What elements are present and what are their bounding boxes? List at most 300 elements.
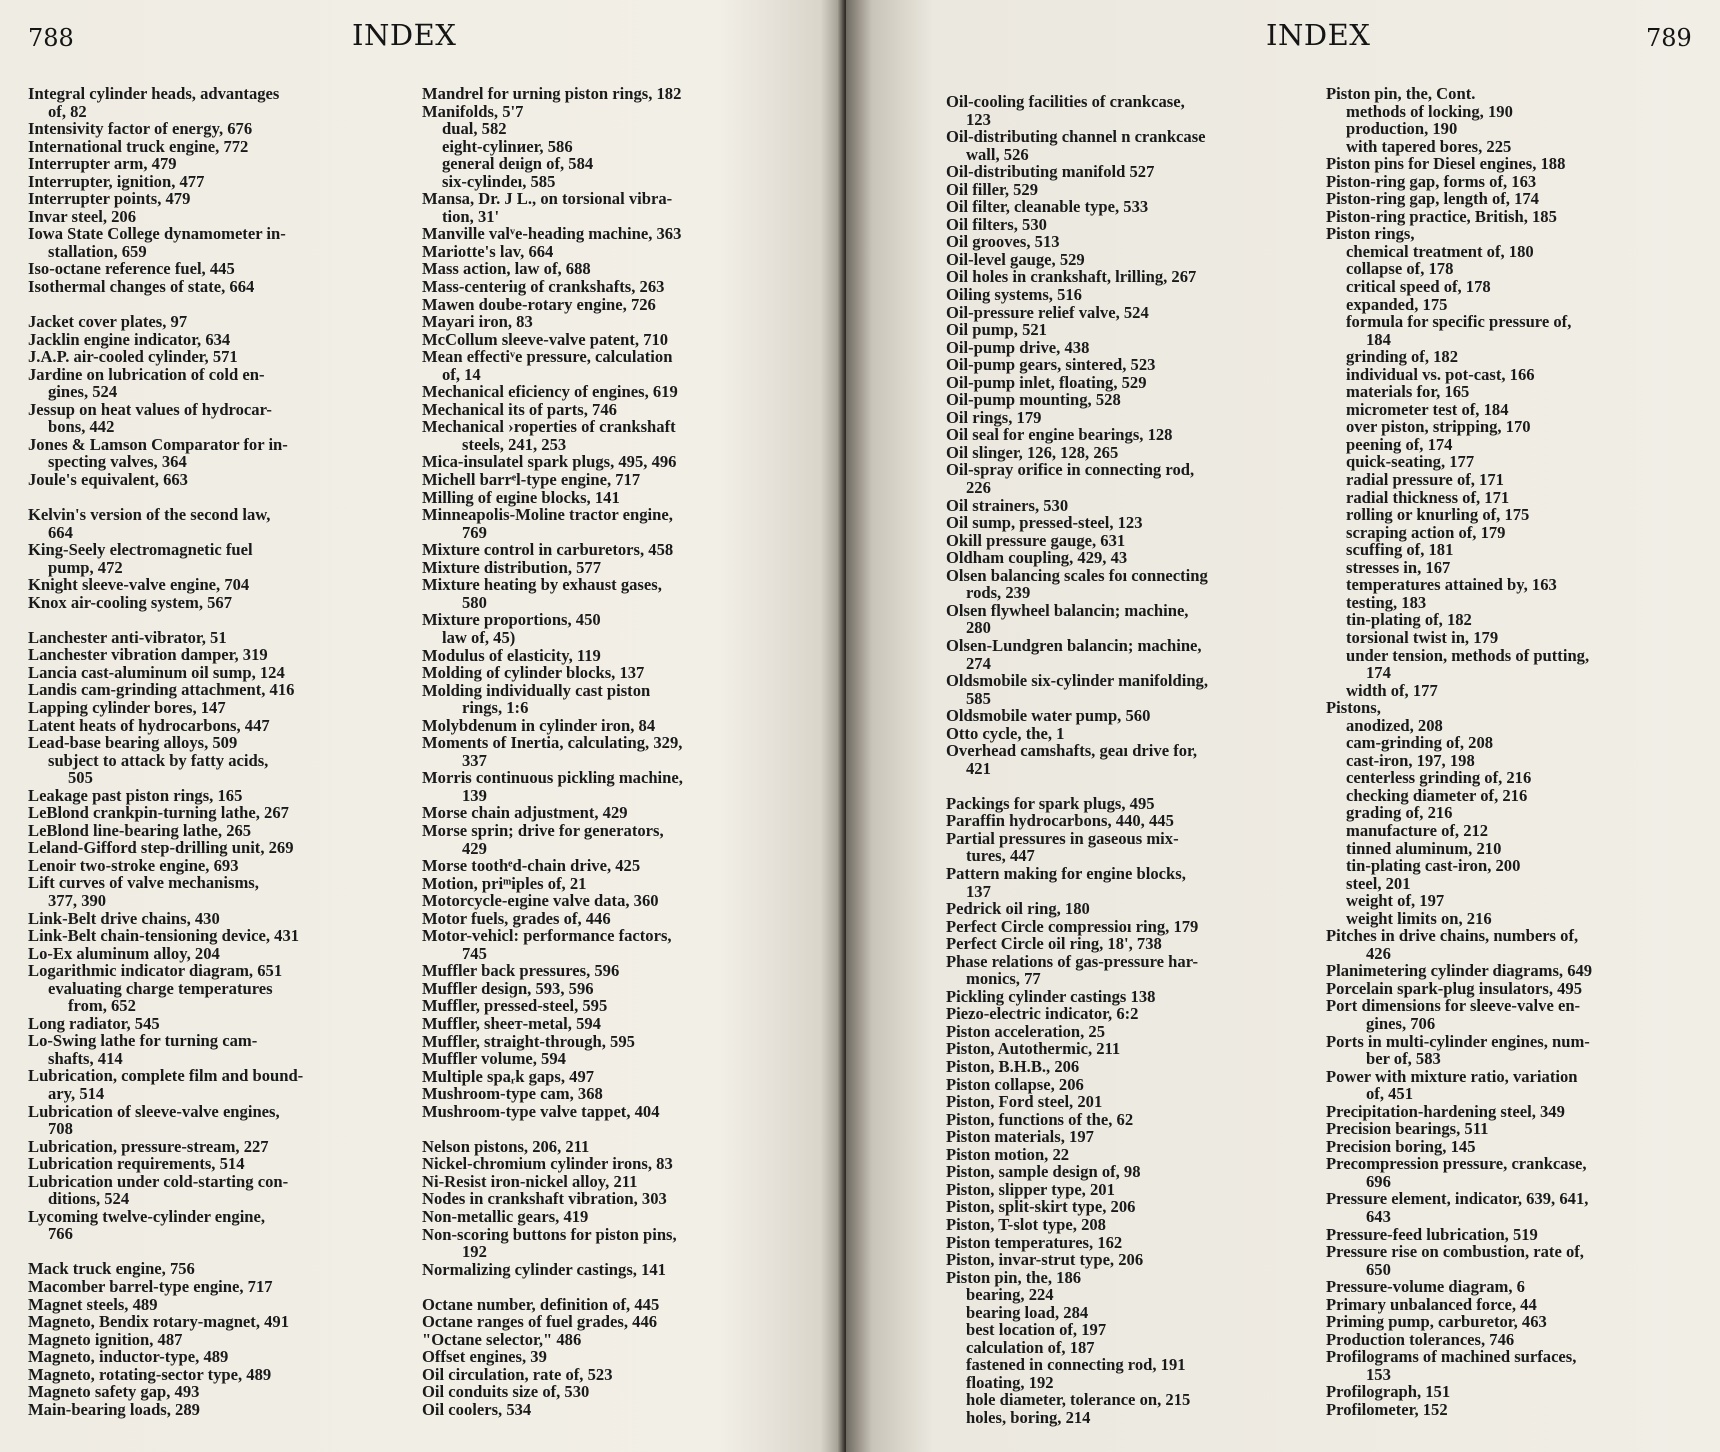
index-entry: Lift curves of valve mechanisms, (28, 873, 259, 893)
index-entry: Morse sprin; drive for generators, (422, 820, 664, 840)
index-subentry: bearing, 224 (966, 1285, 1054, 1305)
index-subentry: cast-iron, 197, 198 (1346, 750, 1475, 770)
index-subentry: critical speed of, 178 (1346, 277, 1491, 297)
index-entry: Olsen balancing scales foı connecting (946, 565, 1208, 585)
index-entry: Landis cam-grinding attachment, 416 (28, 680, 295, 700)
index-entry: Oil pump, 521 (946, 320, 1047, 340)
index-subentry: stresses in, 167 (1346, 557, 1451, 577)
index-entry: Lubrication, complete film and bound- (28, 1066, 304, 1086)
index-entry: Morse chain adjustment, 429 (422, 803, 628, 823)
index-subentry: quick-seating, 177 (1346, 452, 1475, 472)
index-subentry: pump, 472 (48, 557, 123, 577)
index-subentry: 137 (966, 881, 991, 901)
index-entry: LeBlond crankpin-turning lathe, 267 (28, 803, 289, 823)
index-subentry: 184 (1366, 329, 1391, 349)
index-entry: Offset engines, 39 (422, 1347, 547, 1367)
index-entry: Mawen doube-rotary engine, 726 (422, 294, 656, 314)
index-subentry: 769 (462, 522, 487, 542)
index-entry: Morris continuous pickling machine, (422, 768, 683, 788)
index-subentry: methods of locking, 190 (1346, 101, 1513, 121)
right-page-number: 789 (1646, 24, 1692, 52)
index-entry: Manville valᵛe-heading machine, 363 (422, 224, 682, 244)
index-subentry: fastened in connecting rod, 191 (966, 1355, 1186, 1375)
index-entry: Lenoir two-stroke engine, 693 (28, 855, 239, 875)
index-entry: Overhead camshafts, geaı drive for, (946, 741, 1198, 761)
index-entry: Jardine on lubrication of cold en- (28, 364, 265, 384)
index-entry: Piston, Autothermic, 211 (946, 1039, 1121, 1059)
index-entry: Porcelain spark-plug insulators, 495 (1326, 978, 1583, 998)
index-subentry: manufacture of, 212 (1346, 820, 1489, 840)
index-entry: Piston, B.H.B., 206 (946, 1057, 1080, 1077)
index-subentry: weight of, 197 (1346, 891, 1445, 911)
index-subentry: eight-cylinᴎer, 586 (442, 136, 573, 156)
index-entry: Magneto, rotating-sector type, 489 (28, 1364, 272, 1384)
index-entry: Non-metallic gears, 419 (422, 1206, 589, 1226)
index-entry: Manifolds, 5'7 (422, 101, 524, 121)
index-subentry: hole diameter, tolerance on, 215 (966, 1390, 1191, 1410)
index-entry: Oil-pump gears, sintered, 523 (946, 355, 1156, 375)
index-entry: "Octane selector," 486 (422, 1329, 582, 1349)
index-entry: Oil slinger, 126, 128, 265 (946, 442, 1119, 462)
index-entry: Priming pump, carburetor, 463 (1326, 1312, 1547, 1332)
index-entry: Oldsmobile six-cylinder manifolding, (946, 671, 1208, 691)
index-subentry: holes, boring, 214 (966, 1407, 1091, 1427)
index-entry: Motor fuels, grades of, 446 (422, 908, 611, 928)
index-entry: Joule's equivalent, 663 (28, 469, 188, 489)
index-entry: Long radiator, 545 (28, 1013, 160, 1033)
index-entry: Precision boring, 145 (1326, 1136, 1476, 1156)
right-page (846, 0, 1720, 1452)
index-entry: Normalizing cylinder castings, 141 (422, 1259, 666, 1279)
index-subentry: over piston, stripping, 170 (1346, 417, 1531, 437)
index-entry: Partial pressures in gaseous mix- (946, 828, 1179, 848)
index-entry: Lapping cylinder bores, 147 (28, 698, 226, 717)
index-entry: Oil sump, pressed-steel, 123 (946, 513, 1143, 533)
index-entry: Mixture control in carburetors, 458 (422, 540, 674, 560)
index-entry: Iowa State College dynamometer in- (28, 224, 286, 244)
index-entry: Piston-ring gap, forms of, 163 (1326, 171, 1537, 191)
index-entry: Piston motion, 22 (946, 1144, 1070, 1164)
index-subentry: bons, 442 (48, 417, 115, 437)
index-subentry: individual vs. pot-cast, 166 (1346, 364, 1535, 384)
index-entry: Precision bearings, 511 (1326, 1119, 1489, 1139)
index-entry: Lubrication of sleeve-valve engines, (28, 1101, 280, 1121)
index-entry: Oil-distributing channel n crankcase (946, 127, 1206, 147)
index-subentry: 426 (1366, 943, 1391, 963)
index-entry: Michell barrᵉl-type engine, 717 (422, 470, 641, 490)
index-subentry: micrometer test of, 184 (1346, 399, 1509, 419)
index-entry: Latent heats of hydrocarbons, 447 (28, 715, 270, 735)
index-subentry: radial thickness of, 171 (1346, 487, 1510, 507)
index-subentry: tin-plating cast-iron, 200 (1346, 856, 1521, 876)
index-entry: Kelvin's version of the second law, (28, 505, 271, 525)
index-entry: Iso-octane reference fuel, 445 (28, 259, 235, 279)
index-entry: Mansa, Dr. J L., on torsional vibra- (422, 189, 673, 209)
index-entry: Pistons, (1326, 698, 1381, 718)
index-entry: Nodes in crankshaft vibration, 303 (422, 1189, 667, 1209)
index-entry: Otto cycle, the, 1 (946, 723, 1065, 743)
index-entry: J.A.P. air-cooled cylinder, 571 (28, 347, 238, 367)
index-subentry: floating, 192 (966, 1372, 1054, 1392)
index-entry: Oil-pump inlet, floating, 529 (946, 372, 1147, 392)
index-entry: Intensivity factor of energy, 676 (28, 119, 253, 139)
index-entry: Magneto, Bendix rotary-magnet, 491 (28, 1312, 290, 1332)
index-entry: Mean effectiᵛe pressure, calculation (422, 347, 673, 367)
index-subentry: from, 652 (68, 996, 136, 1016)
index-subentry: calculation of, 187 (966, 1337, 1095, 1357)
index-entry: Mushroom-type valve tappet, 404 (422, 1101, 660, 1121)
index-entry: Oil seal for engine bearings, 128 (946, 425, 1173, 445)
left-page-number: 788 (28, 24, 74, 52)
index-entry: Oil-cooling facilities of crankcase, (946, 92, 1185, 111)
index-entry: Port dimensions for sleeve-valve en- (1326, 996, 1581, 1016)
index-entry: Planimetering cylinder diagrams, 649 (1326, 961, 1593, 981)
index-subentry: of, 451 (1366, 1084, 1414, 1104)
index-entry: Lubrication under cold-starting con- (28, 1171, 289, 1191)
index-entry: Oil filters, 530 (946, 214, 1047, 234)
left-running-head: INDEX (352, 18, 457, 52)
index-subentry: rolling or knurling of, 175 (1346, 505, 1530, 525)
index-entry: Muffler, straight-through, 595 (422, 1031, 635, 1051)
index-subentry: 505 (68, 768, 93, 788)
index-entry: Non-scoring buttons for piston pins, (422, 1224, 677, 1244)
index-entry: Knox air-cooling system, 567 (28, 592, 233, 612)
index-entry: Production tolerances, 746 (1326, 1329, 1515, 1349)
index-subentry: peening of, 174 (1346, 434, 1453, 454)
index-entry: Moments of Inertia, calculating, 329, (422, 733, 683, 753)
index-entry: Piston materials, 197 (946, 1127, 1094, 1147)
index-entry: Muffler back pressures, 596 (422, 961, 620, 981)
index-subentry: 153 (1366, 1364, 1391, 1384)
index-entry: Mass-centeriıg of crankshafts, 263 (422, 277, 665, 297)
left-page-column-1 (28, 85, 390, 1418)
index-entry: Oil-pump mounting, 528 (946, 390, 1121, 410)
index-entry: Oil-level gauge, 529 (946, 249, 1085, 269)
index-entry: Mechanical ›roperties of crankshaft (422, 417, 676, 437)
index-subentry: 650 (1366, 1259, 1391, 1279)
index-subentry: 643 (1366, 1207, 1391, 1226)
index-entry: Lycoming twelve-cylinder engine, (28, 1206, 266, 1226)
index-subentry: 664 (48, 522, 73, 542)
index-entry: Primary unbalanced force, 44 (1326, 1294, 1537, 1314)
index-entry: Pattern making for engine blocks, (946, 864, 1186, 884)
index-entry: Piston temperatures, 162 (946, 1232, 1123, 1252)
index-entry: Packings for spark plugs, 495 (946, 793, 1155, 813)
index-subentry: 580 (462, 592, 487, 612)
index-entry: Main-bearing loads, 289 (28, 1399, 200, 1419)
index-subentry: rings, 1:6 (462, 698, 529, 718)
index-entry: Ports in multi-cylinder engines, num- (1326, 1031, 1590, 1051)
index-subentry: 766 (48, 1224, 73, 1244)
index-entry: Magneto ignition, 487 (28, 1329, 183, 1349)
index-subentry: 226 (966, 478, 991, 498)
right-running-head: INDEX (1266, 18, 1371, 52)
index-entry: Mixture heating by exhaust gases, (422, 575, 662, 595)
index-entry: Oil conduits size of, 530 (422, 1382, 590, 1402)
index-entry: Jessup on heat values of hydrocar- (28, 399, 272, 419)
index-subentry: law of, 45) (442, 627, 516, 647)
index-entry: Mandrel for urning piston rings, 182 (422, 84, 682, 103)
index-entry: King-Seely electromagnetic fuel (28, 540, 253, 560)
index-subentry: 337 (462, 750, 487, 770)
index-subentry: 123 (966, 109, 991, 129)
index-subentry: rods, 239 (966, 583, 1031, 603)
index-subentry: scuffing of, 181 (1346, 540, 1454, 560)
index-subentry: ary, 514 (48, 1084, 105, 1104)
index-entry: Jacklin engine indicator, 634 (28, 329, 231, 349)
index-entry: Oil rings, 179 (946, 407, 1042, 427)
index-entry: Piezo-electric indicator, 6:2 (946, 1004, 1139, 1024)
index-entry: Lanchester anti-vibrator, 51 (28, 627, 227, 647)
index-subentry: bearing load, 284 (966, 1302, 1089, 1322)
index-subentry: shafts, 414 (48, 1048, 123, 1068)
index-subentry: wall, 526 (966, 144, 1029, 164)
index-entry: Mushroom-type cam, 368 (422, 1084, 603, 1104)
index-subentry: 192 (462, 1242, 487, 1262)
index-subentry: dual, 582 (442, 119, 507, 139)
index-entry: Interrupter, ignition, 477 (28, 171, 205, 191)
index-subentry: specting valves, 364 (48, 452, 187, 472)
index-entry: Oil strainers, 530 (946, 495, 1069, 515)
index-entry: Isothermal changes of state, 664 (28, 277, 255, 297)
index-subentry: steels, 241, 253 (462, 434, 567, 454)
index-entry: Oil-spray orifice in connecting rod, (946, 460, 1195, 480)
index-subentry: of, 82 (48, 101, 87, 121)
index-entry: Oil filler, 529 (946, 179, 1039, 199)
index-entry: Perfect Circle oil ring, 18', 738 (946, 934, 1162, 954)
index-entry: Mechanical its of parts, 746 (422, 399, 617, 419)
index-subentry: evaluating charge temperatures (48, 978, 273, 998)
index-entry: Mayari iron, 83 (422, 312, 533, 332)
index-subentry: production, 190 (1346, 119, 1458, 139)
index-entry: McCollum sleeve-valve patent, 710 (422, 329, 669, 349)
index-subentry: 139 (462, 785, 487, 805)
left-page (0, 0, 846, 1452)
index-entry: Nickel-chromium cylinder irons, 83 (422, 1154, 673, 1174)
index-entry: Morse toothᵉd-chain drive, 425 (422, 856, 641, 876)
index-entry: Oldsmobile water pump, 560 (946, 706, 1151, 726)
index-subentry: 280 (966, 618, 991, 638)
index-entry: Piston rings, (1326, 224, 1415, 244)
index-subentry: tin-plating of, 182 (1346, 610, 1472, 630)
index-subentry: 696 (1366, 1171, 1391, 1191)
index-subentry: centerless grinding of, 216 (1346, 768, 1532, 788)
index-subentry: anodized, 208 (1346, 715, 1443, 735)
index-entry: Power with mixture ratio, variation (1326, 1066, 1578, 1086)
index-entry: Link-Belt chain-tensioning device, 431 (28, 926, 300, 946)
index-entry: Lo-Swing lathe for turning cam- (28, 1031, 258, 1051)
index-subentry: gines, 706 (1366, 1013, 1436, 1033)
index-entry: Modulus of elasticity, 119 (422, 645, 601, 665)
index-entry: Interrupter points, 479 (28, 189, 191, 209)
index-entry: Integral cylinder heads, advantages (28, 84, 280, 103)
index-entry: Muffler, sheeᴛ-metal, 594 (422, 1013, 601, 1033)
index-entry: Ni-Resist iron-nickel alloy, 211 (422, 1171, 638, 1191)
index-entry: Molybdenum in cylinder iron, 84 (422, 715, 656, 735)
index-subentry: collapse of, 178 (1346, 259, 1454, 279)
index-entry: Pitches in drive chains, numbers of, (1326, 926, 1579, 946)
index-entry: Piston, slipper type, 201 (946, 1179, 1115, 1199)
index-entry: Minneapolis-Moline tractor engine, (422, 505, 673, 525)
index-subentry: stallation, 659 (48, 241, 147, 261)
index-entry: Lancia cast-aluminum oil sump, 124 (28, 662, 285, 682)
index-entry: Piston-ring practice, British, 185 (1326, 206, 1557, 226)
index-entry: Magnet steels, 489 (28, 1294, 158, 1314)
index-entry: Mica-insulatel spark plugs, 495, 496 (422, 452, 677, 472)
left-page-column-2 (422, 85, 780, 1418)
index-entry: Magneto, inductor-type, 489 (28, 1347, 229, 1367)
index-entry: Piston pin, the, Cont. (1326, 84, 1476, 103)
index-entry: Piston pins for Diesel engines, 188 (1326, 154, 1566, 174)
index-entry: Nelson pistons, 206, 211 (422, 1136, 590, 1156)
index-subentry: checking diameter of, 216 (1346, 785, 1528, 805)
index-subentry: expanded, 175 (1346, 294, 1448, 314)
index-subentry: formula for specific pressure of, (1346, 312, 1572, 332)
index-entry: Oil filter, cleanable type, 533 (946, 197, 1149, 217)
index-entry: Jacket cover plates, 97 (28, 312, 188, 332)
index-entry: Logarithmic indicator diagram, 651 (28, 961, 283, 981)
index-entry: Pressure element, indicator, 639, 641, (1326, 1189, 1589, 1209)
index-subentry: temperatures attained by, 163 (1346, 575, 1557, 595)
index-entry: Pressure rise on combustion, rate of, (1326, 1242, 1584, 1262)
index-subentry: materials for, 165 (1346, 382, 1470, 402)
index-entry: Molding of cylinder blocks, 137 (422, 663, 645, 683)
index-entry: Invar steel, 206 (28, 206, 137, 226)
index-subentry: general deıign of, 584 (442, 154, 594, 174)
index-entry: LeBlond line-bearing lathe, 265 (28, 820, 252, 840)
index-entry: Piston, invar-strut type, 206 (946, 1250, 1144, 1270)
index-entry: Lubrication, pressure-stream, 227 (28, 1136, 269, 1156)
index-entry: Mariotte's lav, 664 (422, 241, 554, 261)
index-entry: Profilometer, 152 (1326, 1400, 1448, 1420)
index-subentry: gines, 524 (48, 382, 118, 402)
index-entry: Paraffin hydrocarbons, 440, 445 (946, 811, 1174, 831)
index-subentry: weight limits on, 216 (1346, 908, 1492, 928)
index-subentry: 421 (966, 758, 991, 778)
index-subentry: 708 (48, 1119, 73, 1139)
index-subentry: 274 (966, 653, 991, 673)
index-entry: Piston, Ford steel, 201 (946, 1092, 1103, 1112)
index-entry: Magneto safety gap, 493 (28, 1382, 200, 1402)
index-entry: Mixture distribution, 577 (422, 557, 602, 577)
index-entry: Profilograms of machined surfaces, (1326, 1347, 1577, 1367)
index-entry: Multiple spaᵣk gaps, 497 (422, 1066, 595, 1086)
index-subentry: ber of, 583 (1366, 1049, 1441, 1069)
index-entry: Precipitation-hardening steel, 349 (1326, 1101, 1565, 1121)
index-entry: Piston pin, the, 186 (946, 1267, 1082, 1287)
index-entry: Oil-distributing manifold 527 (946, 162, 1155, 182)
index-entry: Okill pressure gauge, 631 (946, 530, 1126, 550)
index-entry: Pedrick oil ring, 180 (946, 899, 1090, 919)
index-entry: Macomber barrel-type engine, 717 (28, 1277, 273, 1296)
index-subentry: grading of, 216 (1346, 803, 1453, 823)
index-entry: Profilograph, 151 (1326, 1382, 1451, 1402)
index-entry: Interrupter arm, 479 (28, 154, 177, 174)
index-entry: Piston acceleration, 25 (946, 1021, 1105, 1041)
index-entry: Muffler volume, 594 (422, 1049, 566, 1069)
index-entry: Piston, T-slot type, 208 (946, 1214, 1106, 1234)
index-subentry: 174 (1366, 663, 1391, 683)
index-subentry: width of, 177 (1346, 680, 1438, 700)
index-subentry: testing, 183 (1346, 592, 1427, 612)
index-entry: Piston, functions of the, 62 (946, 1109, 1134, 1129)
index-entry: Mixture proportions, 450 (422, 610, 601, 630)
index-entry: Oiling systems, 516 (946, 285, 1082, 305)
index-entry: Jones & Lamson Comparator for in- (28, 434, 288, 454)
index-subentry: grinding of, 182 (1346, 347, 1459, 367)
index-entry: Lead-base bearing alloys, 509 (28, 733, 238, 753)
index-subentry: subject to attack by fatty acids, (48, 750, 269, 770)
index-entry: Oil coolers, 534 (422, 1399, 532, 1419)
index-subentry: 377, 390 (48, 891, 107, 911)
index-entry: Motor-vehicl: performance factors, (422, 926, 672, 946)
index-entry: Piston, split-skirt type, 206 (946, 1197, 1136, 1217)
index-entry: Pressure-feed lubrication, 519 (1326, 1224, 1538, 1244)
index-subentry: cam-grinding of, 208 (1346, 733, 1494, 753)
index-entry: Olsen flywheel balancin; machine, (946, 600, 1189, 620)
index-entry: Phase relations of gas-pressure har- (946, 951, 1198, 971)
index-subentry: 429 (462, 838, 487, 858)
index-entry: Piston, sample design of, 98 (946, 1162, 1141, 1182)
index-entry: Lubrication requirements, 514 (28, 1154, 245, 1174)
index-entry: Motorcycle-eıgine valve data, 360 (422, 891, 659, 911)
right-page-column-1 (946, 93, 1290, 1427)
index-subentry: ditions, 524 (48, 1189, 130, 1209)
index-subentry: steel, 201 (1346, 873, 1411, 893)
index-entry: Octane number, definition of, 445 (422, 1294, 660, 1314)
right-page-column-2 (1326, 85, 1690, 1419)
index-entry: Mechanical eficiency of engines, 619 (422, 382, 678, 402)
index-entry: Oil grooves, 513 (946, 232, 1060, 252)
index-subentry: 745 (462, 943, 487, 963)
index-subentry: best location of, 197 (966, 1320, 1107, 1340)
index-subentry: radial pressure of, 171 (1346, 470, 1504, 490)
index-entry: Leland-Gifford step-drilling unit, 269 (28, 838, 294, 858)
index-entry: Mass action, law of, 688 (422, 259, 591, 279)
index-entry: Precompression pressure, crankcase, (1326, 1154, 1587, 1174)
index-entry: Oldham coupling, 429, 43 (946, 548, 1128, 568)
index-subentry: 585 (966, 688, 991, 708)
index-subentry: of, 14 (442, 364, 481, 384)
index-entry: Oil-pressure relief valve, 524 (946, 302, 1149, 322)
index-subentry: monics, 77 (966, 969, 1041, 989)
index-entry: Piston collapse, 206 (946, 1074, 1084, 1094)
index-entry: Pickling cylinder castings 138 (946, 986, 1156, 1006)
index-entry: Oil-pump drive, 438 (946, 337, 1090, 357)
index-entry: Milling of eıgine blocks, 141 (422, 487, 620, 507)
index-entry: International truck engine, 772 (28, 136, 249, 156)
index-entry: Motion, priᵐiples of, 21 (422, 873, 587, 893)
index-entry: Mack truck engine, 756 (28, 1259, 195, 1279)
index-entry: Pressure-volume diagram, 6 (1326, 1277, 1525, 1297)
index-entry: Piston-ring gap, length of, 174 (1326, 189, 1539, 209)
index-entry: Muffler desiɡn, 593, 596 (422, 978, 594, 998)
index-entry: Lo-Ex aluminum alloy, 204 (28, 943, 220, 963)
index-entry: Perfect Circle compressioı ring, 179 (946, 916, 1199, 936)
index-subentry: tinned aluminum, 210 (1346, 838, 1502, 858)
index-entry: Octane ranges of fuel grades, 446 (422, 1312, 658, 1332)
index-entry: Oil holes in crankshaft, lrilling, 267 (946, 267, 1197, 287)
index-subentry: six-cylindeı, 585 (442, 171, 556, 191)
index-entry: Knight sleeve-valve engine, 704 (28, 575, 250, 595)
index-entry: Lanchester vibration damper, 319 (28, 645, 268, 665)
index-subentry: torsional twist in, 179 (1346, 627, 1499, 647)
index-entry: Link-Belt drive chains, 430 (28, 908, 220, 928)
index-entry: Molding individually cast piston (422, 680, 651, 700)
index-subentry: tion, 31' (442, 206, 500, 226)
index-entry: Oil circulation, rate of, 523 (422, 1364, 613, 1384)
index-subentry: chemical treatment of, 180 (1346, 241, 1534, 261)
